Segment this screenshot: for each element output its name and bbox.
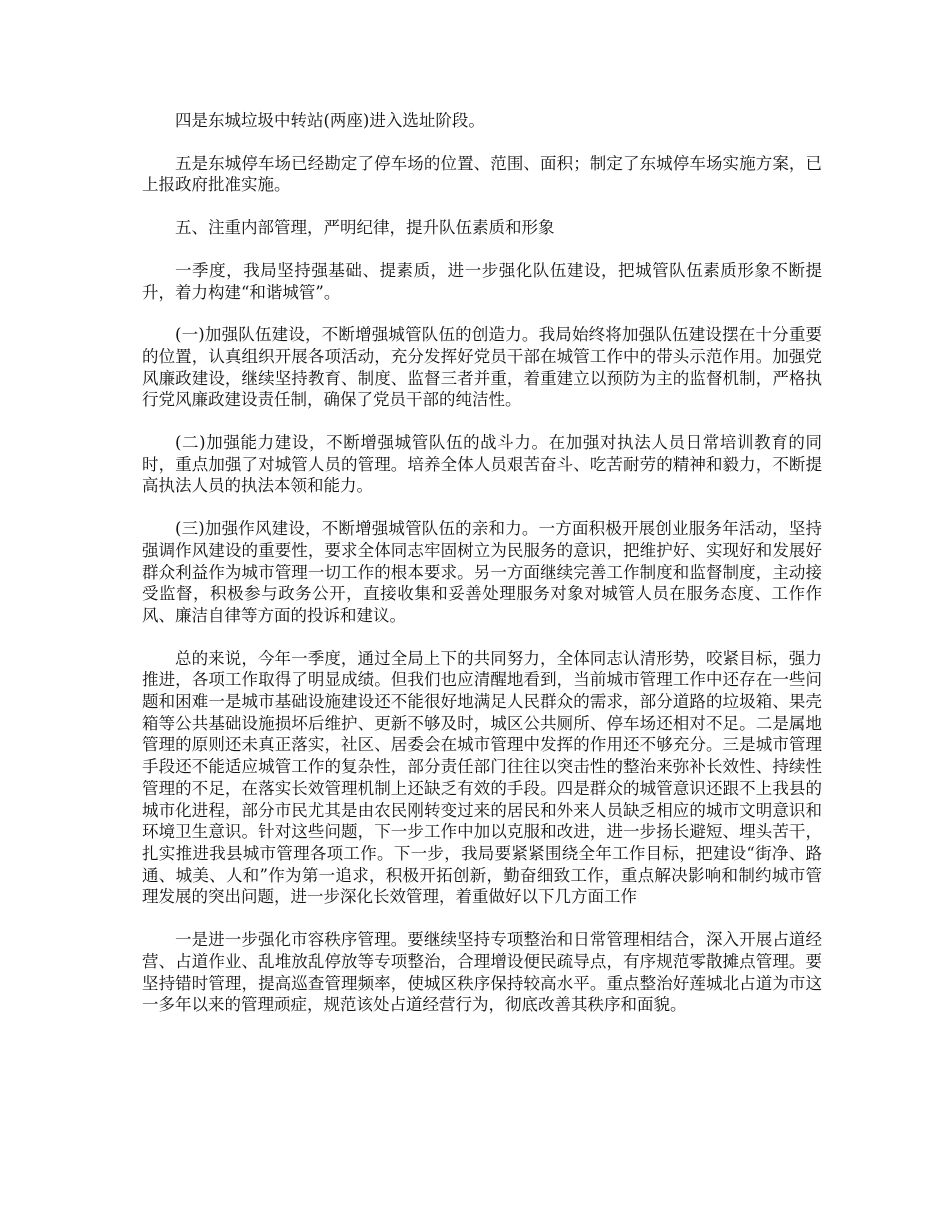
section-heading: 五、注重内部管理，严明纪律，提升队伍素质和形象 xyxy=(175,218,555,238)
paragraph-7: (三)加强作风建设，不断增强城管队伍的亲和力。一方面积极开展创业服务年活动，坚持强调作风建设的重要性，要求全体同志牢固树立为民服务的意识，把维护好、实现好和发展好群众利益作为城市管理一切工作的根本要求。另一方面继续完善工作制度和监督制度，主动接受监督，积极参与政务公开，直接收集和妥善处理服务对象对城管人员在服务态度、工作作风、廉洁自律等方面的投诉和建议。 xyxy=(142,519,822,625)
paragraph-8: 总的来说，今年一季度，通过全局上下的共同努力，全体同志认清形势，咬紧目标，强力推进，各项工作取得了明显成绩。但我们也应清醒地看到，当前城市管理工作中还存在一些问题和困难一是城市基础设施建设还不能很好地满足人民群众的需求，部分道路的垃圾箱、果壳箱等公共基础设施损坏后维护、更新不够及时，城区公共厕所、停车场还相对不足。二是属地管理的原则还未真正落实，社区、居委会在城市管理中发挥的作用还不够充分。三是城市管理手段还不能适应城管工作的复杂性，部分责任部门往往以突击性的整治来弥补长效性、持续性管理的不足，在落实长效管理机制上还缺乏有效的手段。四是群众的城管意识还跟不上我县的城市化进程，部分市民尤其是由农民刚转变过来的居民和外来人员缺乏相应的城市文明意识和环境卫生意识。针对这些问题，下一步工作中加以克服和改进，进一步扬长避短、埋头苦干，扎实推进我县城市管理各项工作。下一步，我局要紧紧围绕全年工作目标，把建设“街净、路通、城美、人和”作为第一追求，积极开拓创新，勤奋细致工作，重点解决影响和制约城市管理发展的突出问题，进一步深化长效管理，着重做好以下几方面工作 xyxy=(142,648,822,907)
paragraph-9: 一是进一步强化市容秩序管理。要继续坚持专项整治和日常管理相结合，深入开展占道经营、占道作业、乱堆放乱停放等专项整治，合理增设便民疏导点，有序规范零散摊点管理。要坚持错时管理，提高巡查管理频率，使城区秩序保持较高水平。重点整治好莲城北占道为市这一多年以来的管理顽症，规范该处占道经营行为，彻底改善其秩序和面貌。 xyxy=(142,930,822,1015)
paragraph-4: 一季度，我局坚持强基础、提素质，进一步强化队伍建设，把城管队伍素质形象不断提升，着力构建“和谐城管”。 xyxy=(142,260,822,302)
paragraph-2: 五是东城停车场已经勘定了停车场的位置、范围、面积；制定了东城停车场实施方案，已上报政府批准实施。 xyxy=(142,153,822,195)
paragraph-1: 四是东城垃圾中转站(两座)进入选址阶段。 xyxy=(175,111,485,130)
document-body xyxy=(142,110,822,1037)
paragraph-6: (二)加强能力建设，不断增强城管队伍的战斗力。在加强对执法人员日常培训教育的同时，重点加强了对城管人员的管理。培养全体人员艰苦奋斗、吃苦耐劳的精神和毅力，不断提高执法人员的执法本领和能力。 xyxy=(142,433,822,496)
paragraph-5: (一)加强队伍建设，不断增强城管队伍的创造力。我局始终将加强队伍建设摆在十分重要的位置，认真组织开展各项活动，充分发挥好党员干部在城管工作中的带头示范作用。加强党风廉政建设，继续坚持教育、制度、监督三者并重，着重建立以预防为主的监督机制，严格执行党风廉政建设责任制，确保了党员干部的纯洁性。 xyxy=(142,325,822,410)
